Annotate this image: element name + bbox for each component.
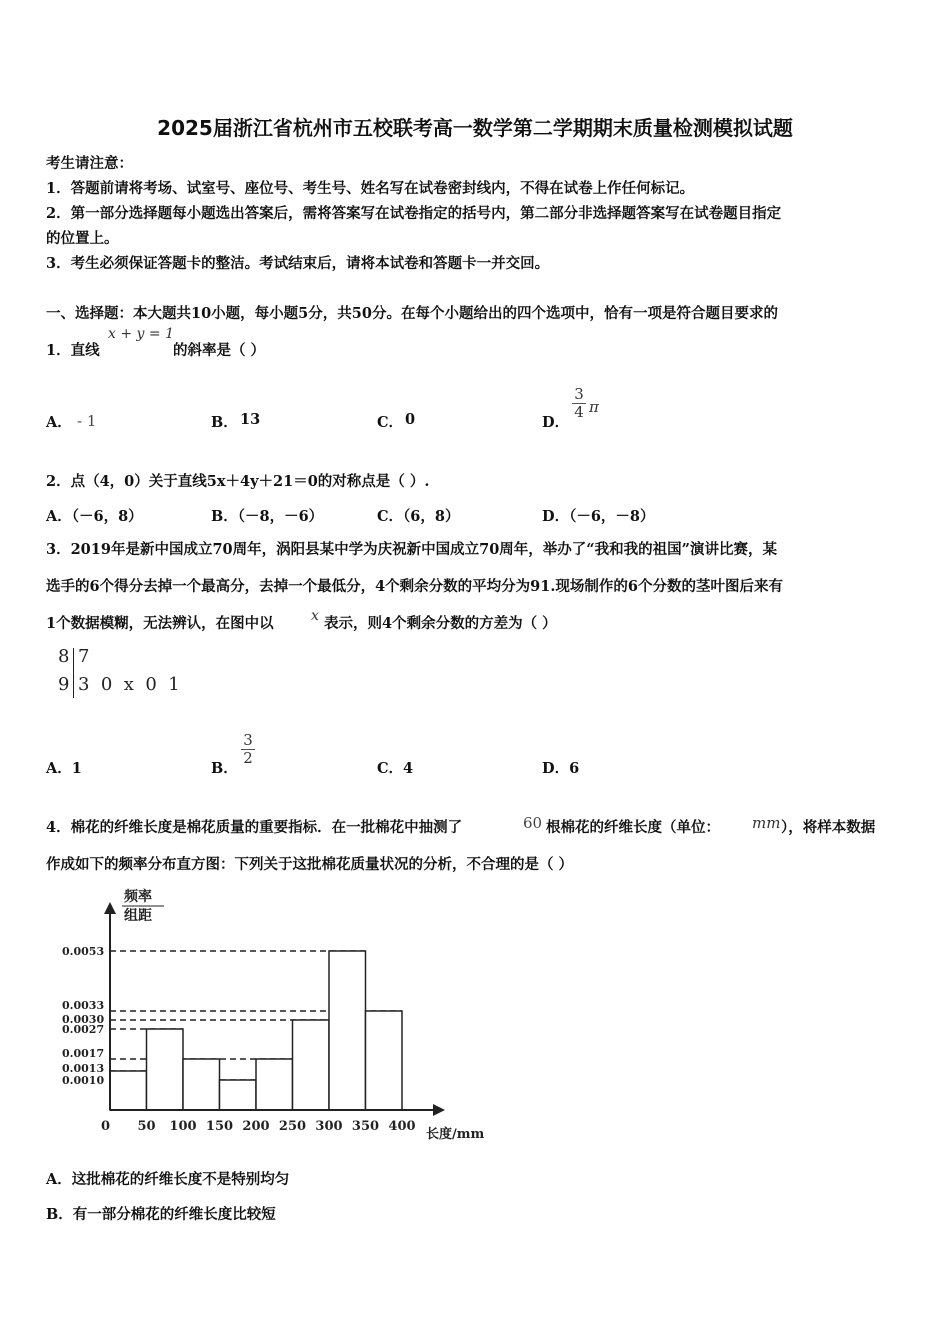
q3-option-c: C．4 [377,760,414,777]
histogram-bar-250-300 [293,1020,330,1110]
histogram-bar-200-250 [256,1059,293,1110]
q1-option-b-label: B． [211,414,238,431]
q4-line-1a: 4．棉花的纤维长度是棉花质量的重要指标．在一批棉花中抽测了 [46,819,463,836]
q1-prefix: 1．直线 [46,342,100,359]
q1-option-a-value: - 1 [77,412,97,430]
q1-option-c-label: C． [377,414,404,431]
q4-line-1-count: 60 [523,814,543,832]
notice-heading: 考生请注意： [46,155,133,172]
y-tick-label-0.0030: 0.0030 [62,1013,105,1026]
q2-option-a: A．（－6，8） [46,508,143,525]
x-tick-label-400: 400 [388,1119,416,1134]
q2-option-c: C．（6，8） [377,508,460,525]
q1-option-a-label: A． [46,414,72,431]
section-heading: 一、选择题：本大题共10小题，每小题5分，共50分。在每个小题给出的四个选项中，恰有一项是符合题目要求的 [46,305,778,322]
q3-line-3-x: x [311,608,319,624]
q3-line-3a: 1个数据模糊，无法辨认，在图中以 [46,615,274,632]
x-axis-arrow [433,1104,445,1116]
notice-item-1: 1．答题前请将考场、试室号、座位号、考生号、姓名写在试卷密封线内，不得在试卷上作任何标记。 [46,180,695,197]
q1-option-d-label: D． [542,414,570,431]
q1-equation: x + y = 1 [108,326,174,342]
y-tick-label-0.0027: 0.0027 [62,1023,105,1036]
q1-option-b-value: 13 [240,411,261,428]
q3-option-b-label: B． [211,760,238,777]
x-axis-label: 长度/mm [426,1127,485,1142]
q4-option-a: A．这批棉花的纤维长度不是特别均匀 [46,1171,290,1188]
x-tick-label-300: 300 [315,1119,343,1134]
histogram-bar-300-350 [329,951,366,1110]
x-tick-label-250: 250 [278,1119,307,1134]
q3-option-b-numerator: 3 [243,731,253,749]
q3-line-3b: 表示，则4个剩余分数的方差为（ ） [324,615,557,632]
q1-option-c-value: 0 [405,411,416,428]
q2-option-d: D．（－6，－8） [542,508,655,525]
y-tick-label-0.0013: 0.0013 [62,1062,105,1075]
stem-leaf-plot [56,646,186,702]
stem-row-1-stem: 8 [58,646,70,667]
x-tick-label-150: 150 [205,1119,234,1134]
y-tick-label-0.0033: 0.0033 [62,999,105,1012]
histogram-bar-350-400 [366,1011,403,1110]
q1-suffix: 的斜率是（ ） [173,342,266,359]
q4-line-1-unit: mm [752,814,781,832]
q4-line-1b: 根棉花的纤维长度（单位： [546,819,720,836]
x-tick-label-200: 200 [242,1119,270,1134]
q2-stem: 2．点（4，0）关于直线5x＋4y＋21＝0的对称点是（ ）. [46,473,430,490]
y-label-top: 频率 [124,889,152,905]
q3-line-2: 选手的6个得分去掉一个最高分，去掉一个最低分，4个剩余分数的平均分为91.现场制作的6个分数的茎叶图后来有 [46,578,783,595]
x-tick-label-100: 100 [169,1119,197,1134]
y-axis-arrow [104,902,116,914]
notice-item-3: 3．考生必须保证答题卡的整洁。考试结束后，请将本试卷和答题卡一并交回。 [46,255,550,272]
y-tick-label-0.0053: 0.0053 [62,945,105,958]
stem-row-2-stem: 9 [58,674,70,695]
q4-line-1c: ），将样本数据 [781,819,876,836]
page-title: 2025届浙江省杭州市五校联考高一数学第二学期期末质量检测模拟试题 [157,116,793,140]
q3-option-b-denominator: 2 [241,749,255,767]
frequency-histogram [50,880,500,1150]
q1-option-d-denominator: 4 [572,403,586,421]
notice-item-2-cont: 的位置上。 [46,230,119,247]
y-tick-label-0.0017: 0.0017 [62,1047,105,1060]
y-label-bottom: 组距 [124,908,152,924]
q1-option-d-pi: π [589,398,599,416]
q2-option-b: B．（－8，－6） [211,508,324,525]
stem-row-2-leaves: 3 0 x 0 1 [78,674,180,695]
q3-option-d: D．6 [542,760,580,777]
q3-line-1: 3．2019年是新中国成立70周年，涡阳县某中学为庆祝新中国成立70周年，举办了“我和我的祖国”演讲比赛，某 [46,541,777,558]
y-tick-label-0.0010: 0.0010 [62,1074,105,1087]
q4-option-b: B．有一部分棉花的纤维长度比较短 [46,1206,276,1223]
q3-option-b-fraction [241,732,255,767]
x-tick-label-350: 350 [351,1119,380,1134]
notice-item-2: 2．第一部分选择题每小题选出答案后，需将答案写在试卷指定的括号内，第二部分非选择题答案写在试卷题目指定 [46,205,782,222]
origin-label: 0 [101,1119,111,1134]
histogram-bar-50-100 [147,1029,184,1110]
histogram-bar-150-200 [220,1080,257,1110]
stem-row-1-leaves: 7 [78,646,90,667]
stem-leaf-divider [73,648,74,698]
histogram-bar-100-150 [183,1059,220,1110]
histogram-bar-0-50 [110,1071,147,1110]
q3-option-a: A．1 [46,760,82,777]
x-tick-label-50: 50 [137,1119,156,1134]
q4-line-2: 作成如下的频率分布直方图：下列关于这批棉花质量状况的分析，不合理的是（ ） [46,856,574,873]
q1-option-d-numerator: 3 [574,385,584,403]
q1-option-d-fraction [572,386,586,421]
